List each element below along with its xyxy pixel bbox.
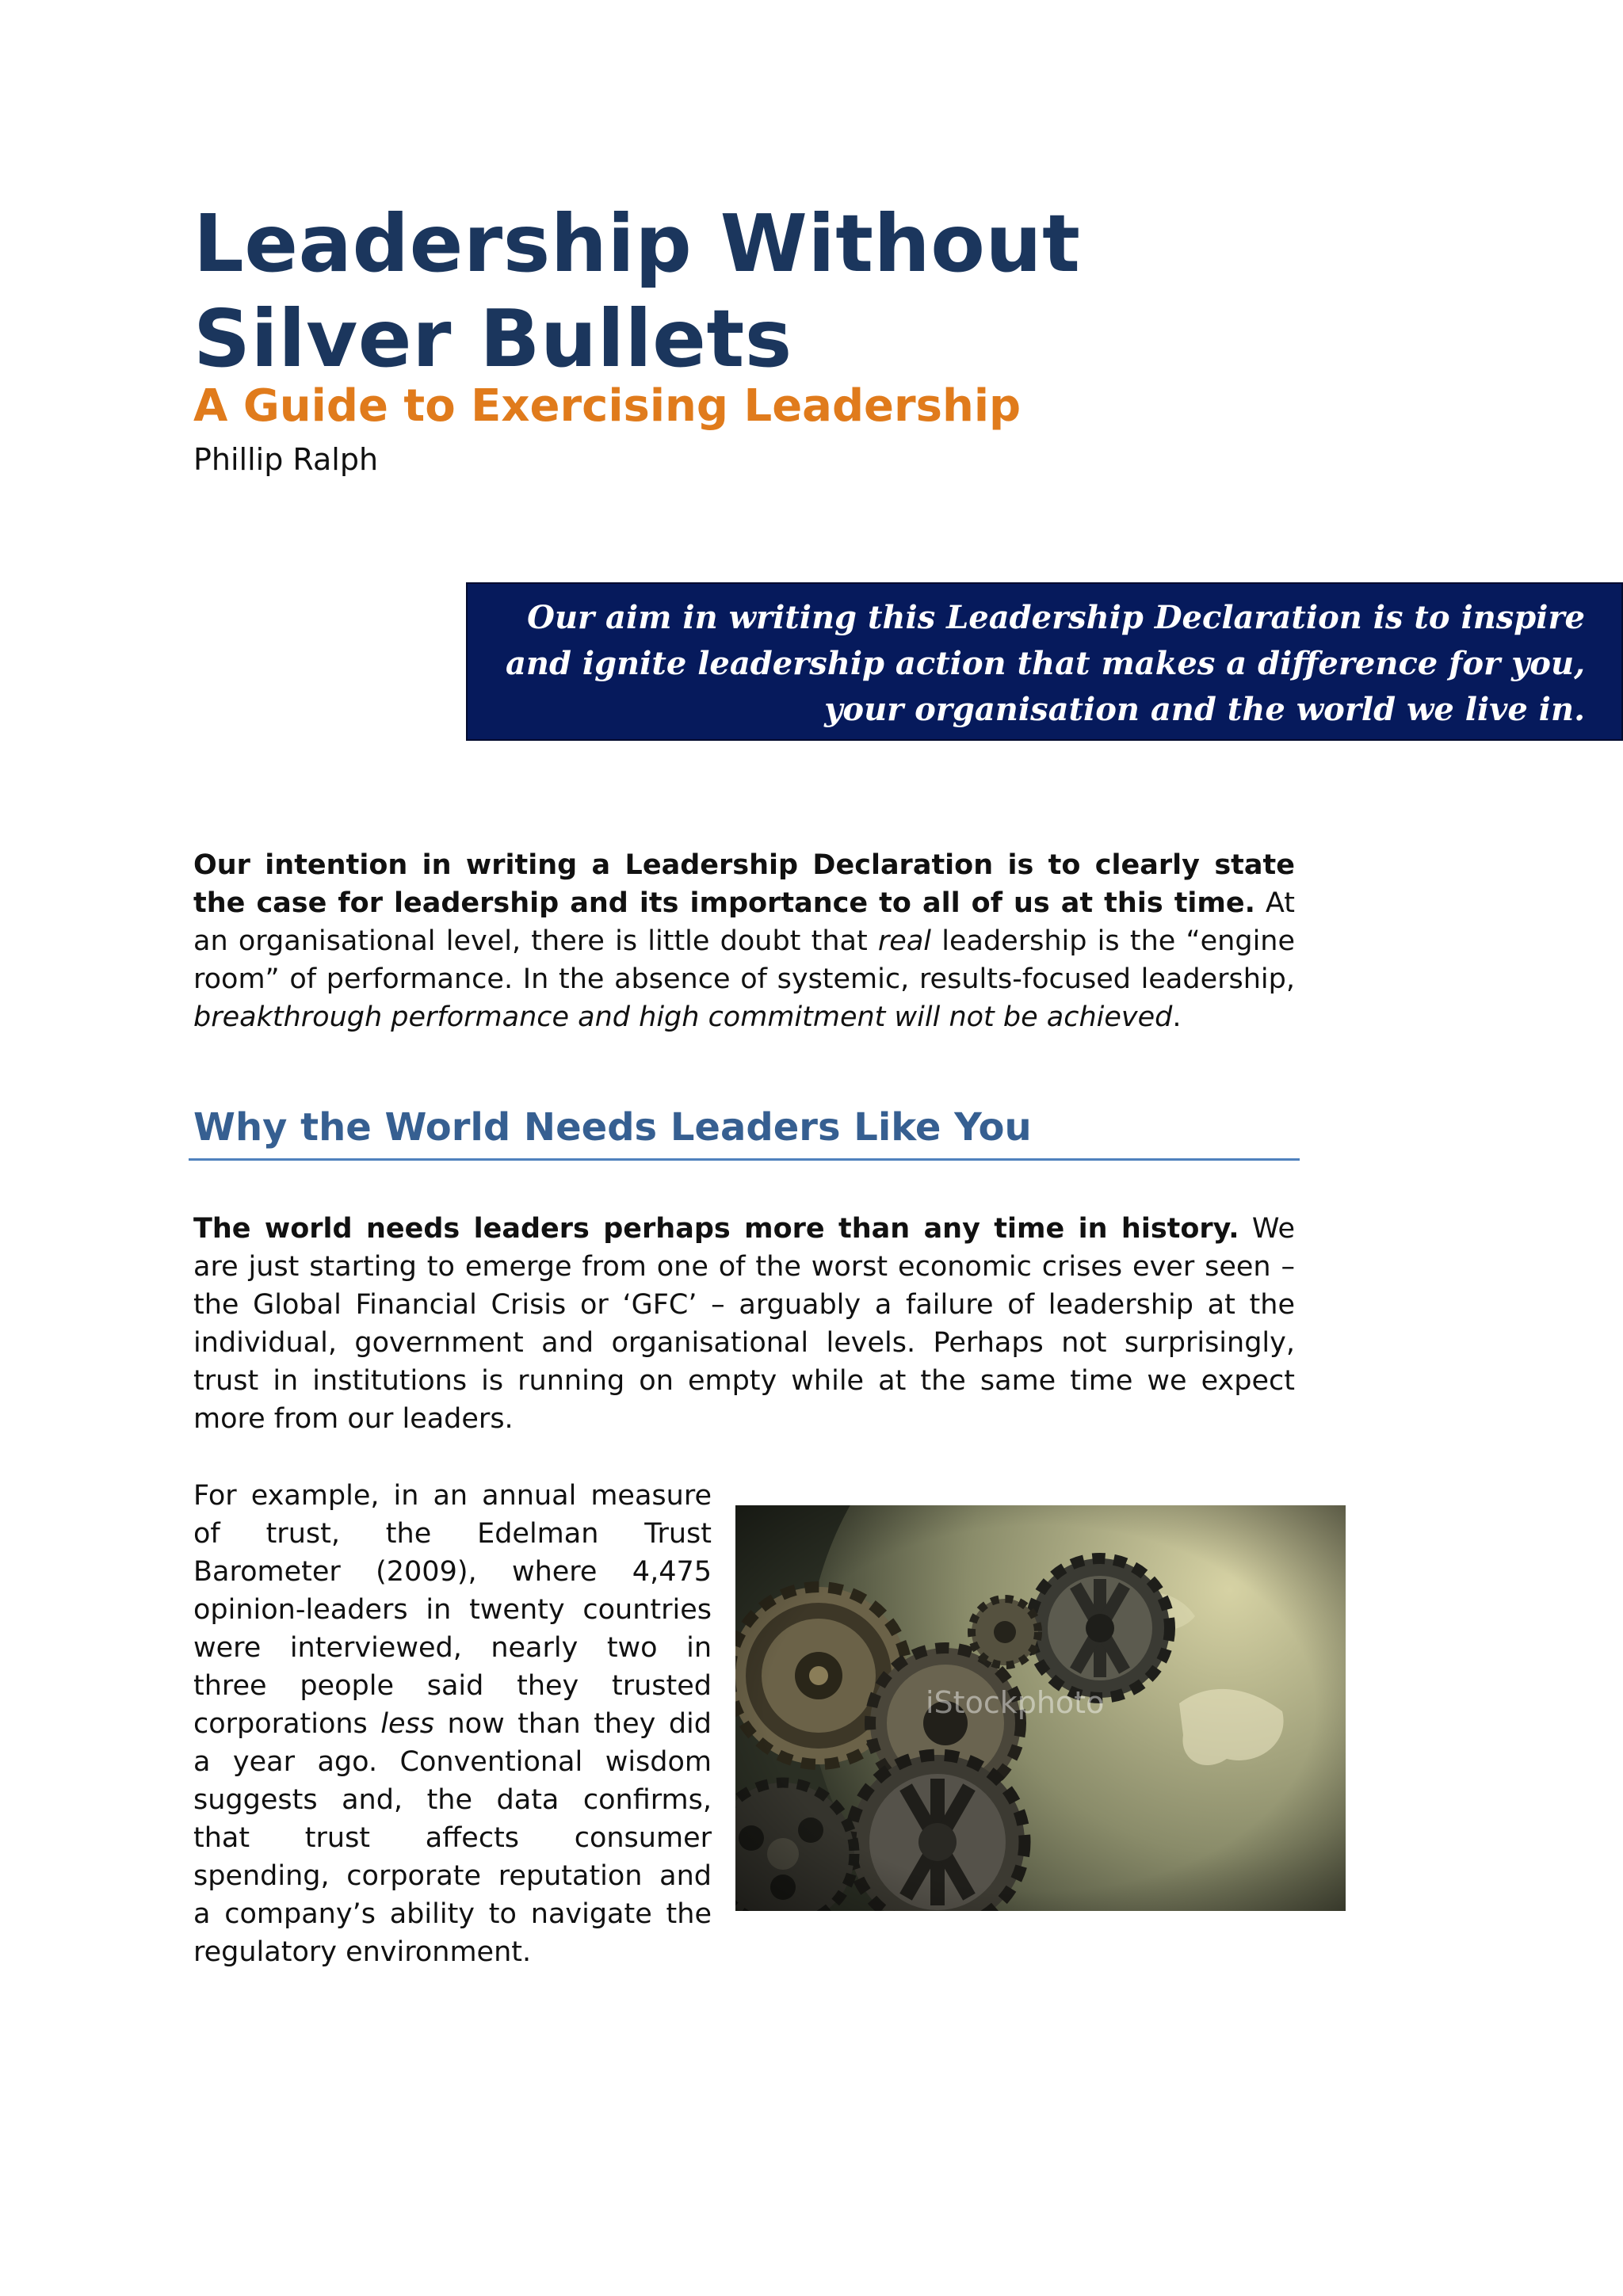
document-subtitle: A Guide to Exercising Leadership xyxy=(193,380,1022,432)
gears-illustration xyxy=(735,1505,1346,1911)
gears-photo xyxy=(735,1505,1346,1911)
photo-vignette xyxy=(735,1505,1346,1911)
title-line-2: Silver Bullets xyxy=(193,292,792,385)
intro-italic-real: real xyxy=(877,925,932,957)
section-heading: Why the World Needs Leaders Like You xyxy=(193,1105,1032,1150)
quote-line-2: and ignite leadership action that makes a difference for you, xyxy=(506,645,1585,682)
section-p2-text-2: now than they did a year ago. Conventional wisdom suggests and, the data confirms, that trust affects consumer spending, corporate reputation and a company’s ability to navigate the regulatory environment. xyxy=(193,1708,712,1968)
section-p1-text: We are just starting to emerge from one of the worst economic crises ever seen – the Global Financial Crisis or ‘GFC’ – arguably a failure of leadership at the individual, government and organisational levels. Perhaps not surprisingly, trust in institutions is running on empty while at the same time we expect more from our leaders. xyxy=(193,1213,1296,1435)
intro-text-3: . xyxy=(1172,1001,1182,1033)
intro-italic-breakthrough: breakthrough performance and high commitment will not be achieved xyxy=(193,1001,1173,1033)
intro-text-1: At an organisational level, there is little doubt that xyxy=(193,887,1295,957)
section-p2-italic-less: less xyxy=(380,1708,435,1740)
section-paragraph-1 xyxy=(193,1210,1295,1438)
quote-line-3: your organisation and the world we live in. xyxy=(824,691,1585,728)
author-name: Phillip Ralph xyxy=(193,442,379,477)
title-line-1: Leadership Without xyxy=(193,197,1081,290)
intro-paragraph xyxy=(193,846,1295,1036)
section-paragraph-2 xyxy=(193,1477,712,1971)
section-p2-text-1: For example, in an annual measure of trust, the Edelman Trust Barometer (2009), where 4,475 opinion-leaders in twenty countries were interviewed, nearly two in three people said they trusted corporations xyxy=(193,1480,712,1740)
quote-text xyxy=(499,595,1585,733)
section-divider xyxy=(189,1158,1300,1161)
section-p1-bold: The world needs leaders perhaps more than any time in history. xyxy=(193,1213,1239,1245)
quote-line-1: Our aim in writing this Leadership Declaration is to inspire xyxy=(527,599,1585,636)
intro-text-2: leadership is the “engine room” of performance. In the absence of systemic, results-focused leadership, xyxy=(193,925,1296,995)
intro-lead-bold: Our intention in writing a Leadership Declaration is to clearly state the case for leadership and its importance to all of us at this time. xyxy=(193,849,1295,919)
document-title xyxy=(193,196,1382,387)
quote-box xyxy=(466,582,1623,741)
